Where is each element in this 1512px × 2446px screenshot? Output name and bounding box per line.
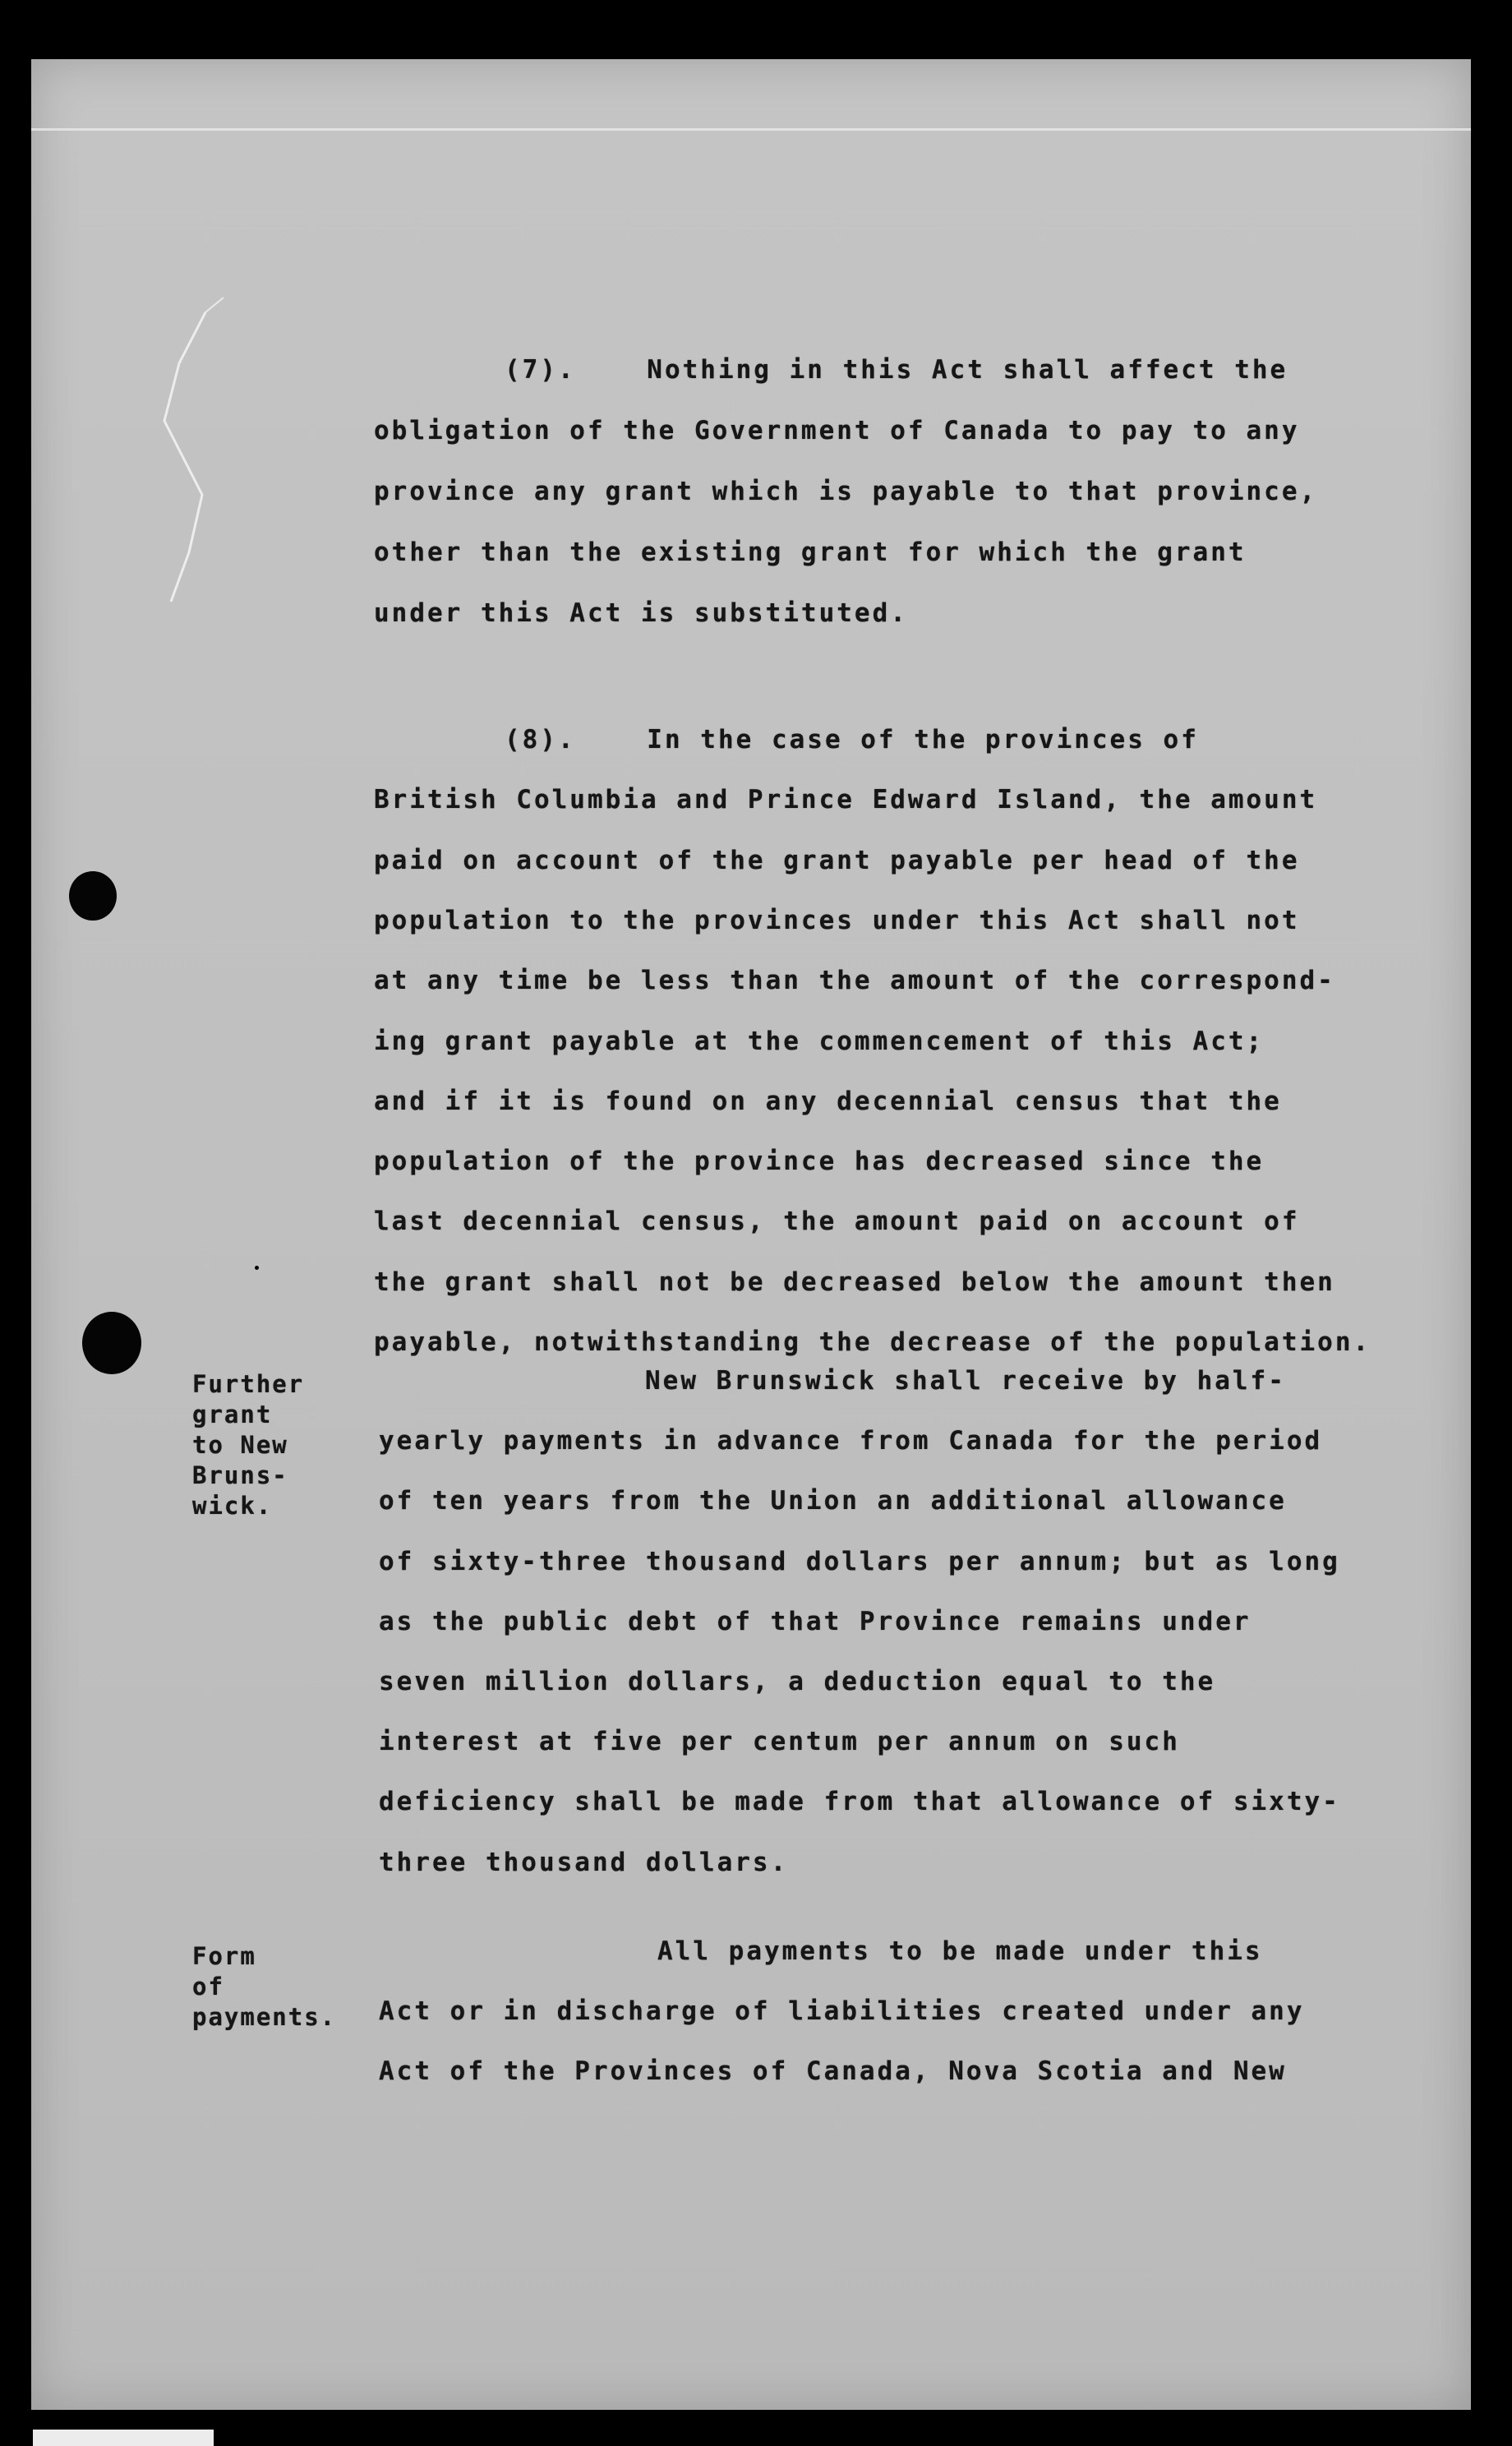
margin-note-line: payments. [192,2003,337,2031]
text-line: British Columbia and Prince Edward Island, the amount [374,785,1318,815]
text-line: (8). In the case of the provinces of [505,725,1199,755]
margin-note-line: of [192,1973,224,2001]
text-line: population to the provinces under this Act shall not [374,906,1300,935]
punch-hole-upper [69,871,117,921]
text-line: Act or in discharge of liabilities created under any [379,1996,1305,2026]
punch-hole-lower [82,1312,141,1374]
margin-note-line: to New [192,1431,288,1459]
text-line: three thousand dollars. [379,1848,789,1877]
scratch-mark [154,240,228,618]
film-edge-tab [33,2430,214,2446]
margin-note [192,1369,390,1521]
text-line: New Brunswick shall receive by half- [645,1366,1286,1396]
margin-note-line: Bruns- [192,1461,288,1489]
text-line: population of the province has decreased since the [374,1147,1265,1176]
text-line: other than the existing grant for which the grant [374,538,1247,567]
text-line: All payments to be made under this [657,1936,1263,1966]
text-line: at any time be less than the amount of the correspond- [374,966,1335,995]
margin-note-line: grant [192,1401,273,1428]
page-top-rule [31,128,1471,131]
text-line: Act of the Provinces of Canada, Nova Scotia and New [379,2056,1287,2086]
margin-note [192,1941,390,2033]
text-line: seven million dollars, a deduction equal to the [379,1667,1216,1696]
text-line: and if it is found on any decennial census that the [374,1087,1282,1116]
text-line: under this Act is substituted. [374,598,908,628]
text-line: interest at five per centum per annum on such [379,1727,1180,1756]
margin-note-line: Further [192,1370,305,1398]
text-line: last decennial census, the amount paid on account of [374,1207,1300,1236]
margin-note-line: Form [192,1942,256,1970]
text-line: obligation of the Government of Canada to pay to any [374,416,1300,445]
text-line: paid on account of the grant payable per head of the [374,846,1300,875]
text-line: of ten years from the Union an additional allowance [379,1486,1287,1516]
text-line: as the public debt of that Province remains under [379,1607,1252,1636]
text-line: ing grant payable at the commencement of this Act; [374,1027,1265,1056]
margin-note-line: wick. [192,1492,273,1520]
text-line: yearly payments in advance from Canada for the period [379,1426,1323,1456]
text-line: the grant shall not be decreased below the amount then [374,1267,1335,1297]
document-page [31,59,1471,2410]
text-line: province any grant which is payable to that province, [374,477,1318,506]
text-line: of sixty-three thousand dollars per annum; but as long [379,1547,1340,1576]
text-line: payable, notwithstanding the decrease of the population. [374,1327,1371,1357]
text-line: deficiency shall be made from that allowance of sixty- [379,1787,1340,1816]
dust-speck [255,1266,259,1270]
text-line: (7). Nothing in this Act shall affect the [505,355,1288,385]
